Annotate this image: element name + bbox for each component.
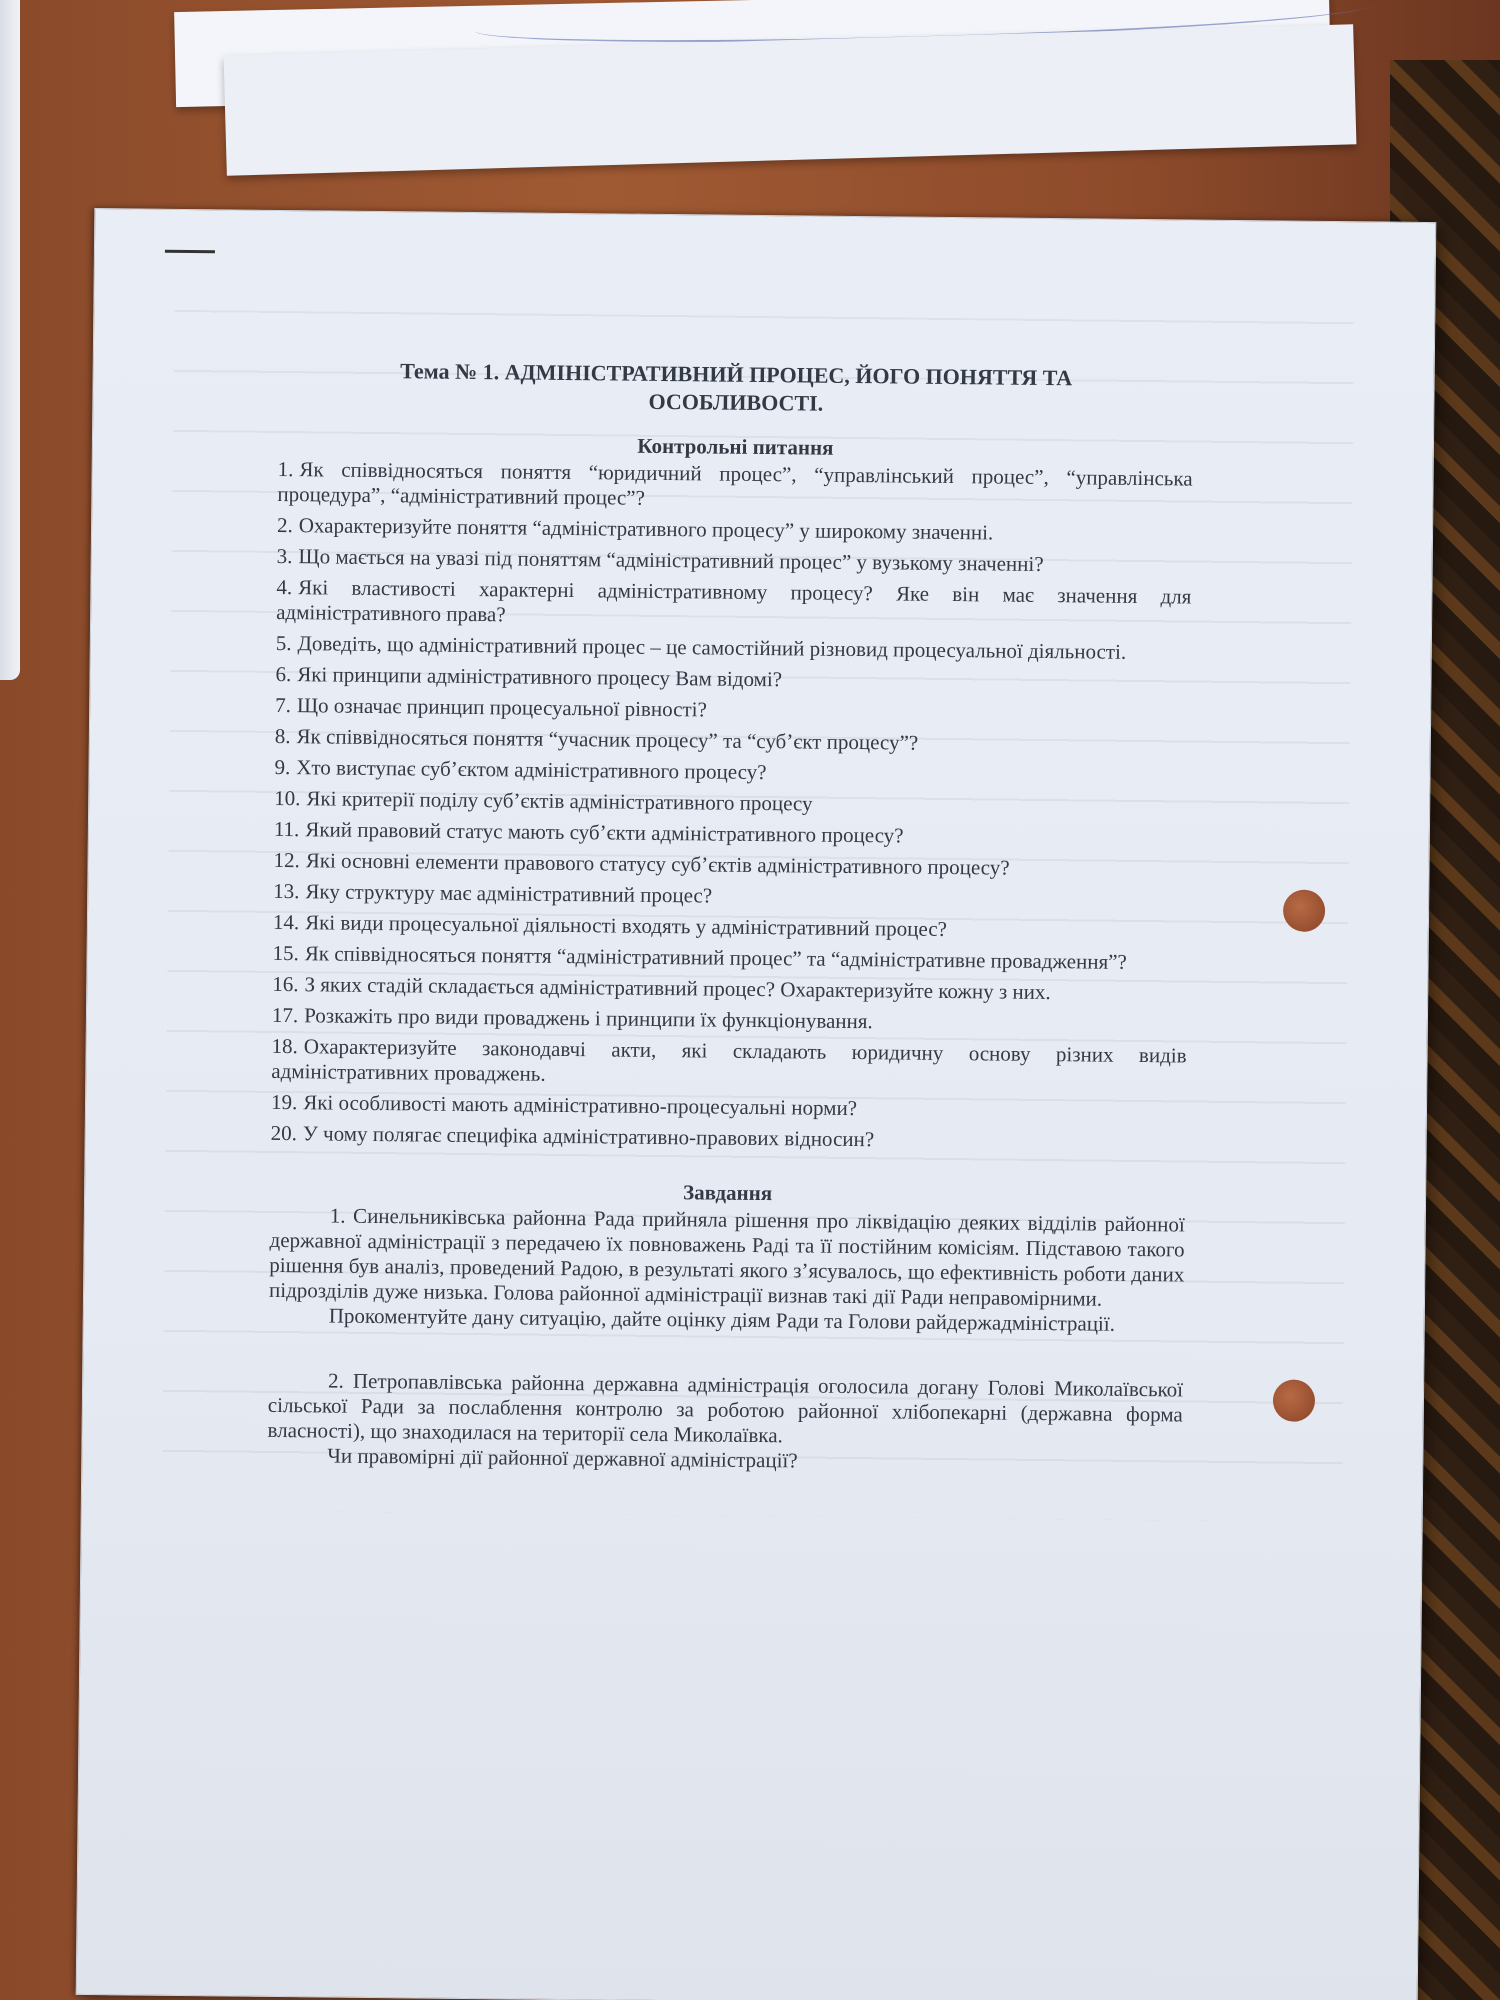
question-text: Який правовий статус мають суб’єкти адміністративного процесу? bbox=[305, 817, 904, 848]
question-item bbox=[273, 879, 1188, 914]
question-item bbox=[277, 544, 1192, 579]
question-number: 10. bbox=[274, 785, 301, 811]
question-number: 1. bbox=[277, 456, 294, 482]
question-number: 3. bbox=[276, 543, 293, 569]
question-text: Яку структуру має адміністративний процес? bbox=[305, 879, 713, 908]
question-number: 6. bbox=[275, 661, 292, 687]
question-text: Охарактеризуйте законодавчі акти, які складають юридичну основу різних видів адміністративних проваджень. bbox=[271, 1034, 1187, 1086]
question-text: Які види процесуальної діяльності входять у адміністративний процес? bbox=[305, 910, 948, 941]
question-number: 17. bbox=[271, 1002, 299, 1028]
question-item bbox=[277, 513, 1192, 548]
question-text: Що мається на увазі під поняттям “адміністративний процес” у вузькому значенні? bbox=[298, 544, 1044, 576]
question-item bbox=[272, 941, 1187, 976]
question-text: Як співвідносяться поняття “адміністративний процес” та “адміністративне провадження”? bbox=[304, 941, 1127, 974]
binder-edge bbox=[0, 0, 20, 680]
question-text: Як співвідносяться поняття “юридичний процес”, “управлінський процес”, “управлінська процедура”, “адміністративний процес”? bbox=[277, 457, 1193, 510]
document-content bbox=[267, 356, 1194, 1478]
question-item bbox=[277, 457, 1192, 517]
question-item bbox=[276, 575, 1191, 635]
question-text: У чому полягає специфіка адміністративно-правових відносин? bbox=[302, 1121, 875, 1152]
question-text: Доведіть, що адміністративний процес – це самостійний різновид процесуальної діяльності. bbox=[297, 631, 1127, 664]
task-1-question: Прокоментуйте дану ситуацію, дайте оцінку діям Ради та Голови райдержадміністрації. bbox=[328, 1303, 1116, 1336]
question-text: Що означає принцип процесуальної рівності? bbox=[296, 693, 707, 722]
question-number: 12. bbox=[273, 847, 300, 873]
question-text: Охарактеризуйте поняття “адміністративного процесу” у широкому значенні. bbox=[298, 513, 994, 545]
document-title: Тема № 1. АДМІНІСТРАТИВНИЙ ПРОЦЕС, ЙОГО ПОНЯТТЯ ТА ОСОБЛИВОСТІ. bbox=[400, 358, 1073, 416]
question-item bbox=[274, 755, 1189, 790]
question-text: Як співвідносяться поняття “учасник процесу” та “суб’єкт процесу”? bbox=[296, 724, 919, 755]
question-text: Які основні елементи правового статусу суб’єктів адміністративного процесу? bbox=[305, 848, 1010, 880]
question-number: 18. bbox=[271, 1033, 299, 1059]
question-item bbox=[275, 662, 1190, 697]
question-number: 4. bbox=[276, 574, 293, 600]
punch-hole-top bbox=[1283, 890, 1325, 932]
question-number: 20. bbox=[270, 1120, 298, 1146]
question-item bbox=[273, 910, 1188, 945]
question-text: Розкажіть про види проваджень і принципи їх функціонування. bbox=[304, 1003, 873, 1034]
question-number: 8. bbox=[274, 723, 291, 749]
question-text: З яких стадій складається адміністративний процес? Охарактеризуйте кожну з них. bbox=[304, 972, 1051, 1005]
punch-hole-bottom bbox=[1273, 1379, 1315, 1421]
question-item bbox=[276, 631, 1191, 666]
question-item bbox=[274, 817, 1189, 852]
question-text: Які критерії поділу суб’єктів адміністративного процесу bbox=[306, 786, 813, 816]
question-item bbox=[271, 1034, 1186, 1094]
question-number: 16. bbox=[272, 971, 299, 997]
question-item bbox=[272, 972, 1187, 1007]
question-number: 13. bbox=[273, 878, 300, 904]
question-number: 5. bbox=[275, 630, 292, 656]
tasks-heading: Завдання bbox=[682, 1180, 773, 1206]
question-number: 7. bbox=[275, 692, 292, 718]
question-item bbox=[271, 1090, 1186, 1125]
question-item bbox=[273, 848, 1188, 883]
questions-heading: Контрольні питання bbox=[637, 433, 834, 460]
question-item bbox=[271, 1121, 1186, 1156]
question-text: Які властивості характерні адміністративному процесу? Яке він має значення для адміністративного права? bbox=[276, 575, 1192, 627]
questions-list bbox=[271, 457, 1193, 1156]
question-item bbox=[275, 724, 1190, 759]
question-number: 19. bbox=[270, 1089, 298, 1115]
question-number: 2. bbox=[276, 512, 293, 538]
question-item bbox=[275, 693, 1190, 728]
task-2-question: Чи правомірні дії районної державної адміністрації? bbox=[327, 1443, 798, 1473]
task-2-text: 2. Петропавлівська районна державна адміністрація оголосила догану Голові Миколаївської сільської Ради за послаблення контролю за роботою районної хлібопекарні (державна форма власності), що знаходилася на території села Миколаївка. bbox=[267, 1368, 1184, 1448]
question-text: Які принципи адміністративного процесу Вам відомі? bbox=[297, 662, 783, 692]
question-number: 14. bbox=[272, 909, 300, 935]
question-number: 9. bbox=[274, 754, 291, 780]
corner-dash bbox=[165, 250, 215, 254]
question-item bbox=[272, 1003, 1187, 1038]
task-1-text: 1. Синельниківська районна Рада прийняла рішення про ліквідацію деяких відділів районної державної адміністрації з передачею їх повноважень Раді та її постійним комісіям. Підставою такого рішення був аналіз, проведений Радою, в результаті якого з’ясувалось, що ефективність роботи даних підрозділів дуже низька. Голова районної адміністрації визнав такі дії Ради неправомірними. bbox=[268, 1203, 1185, 1311]
question-number: 15. bbox=[272, 940, 299, 966]
question-text: Хто виступає суб’єктом адміністративного процесу? bbox=[296, 755, 767, 785]
document-sheet bbox=[76, 208, 1437, 2000]
question-number: 11. bbox=[273, 816, 300, 842]
question-item bbox=[274, 786, 1189, 821]
question-text: Які особливості мають адміністративно-процесуальні норми? bbox=[303, 1090, 858, 1121]
